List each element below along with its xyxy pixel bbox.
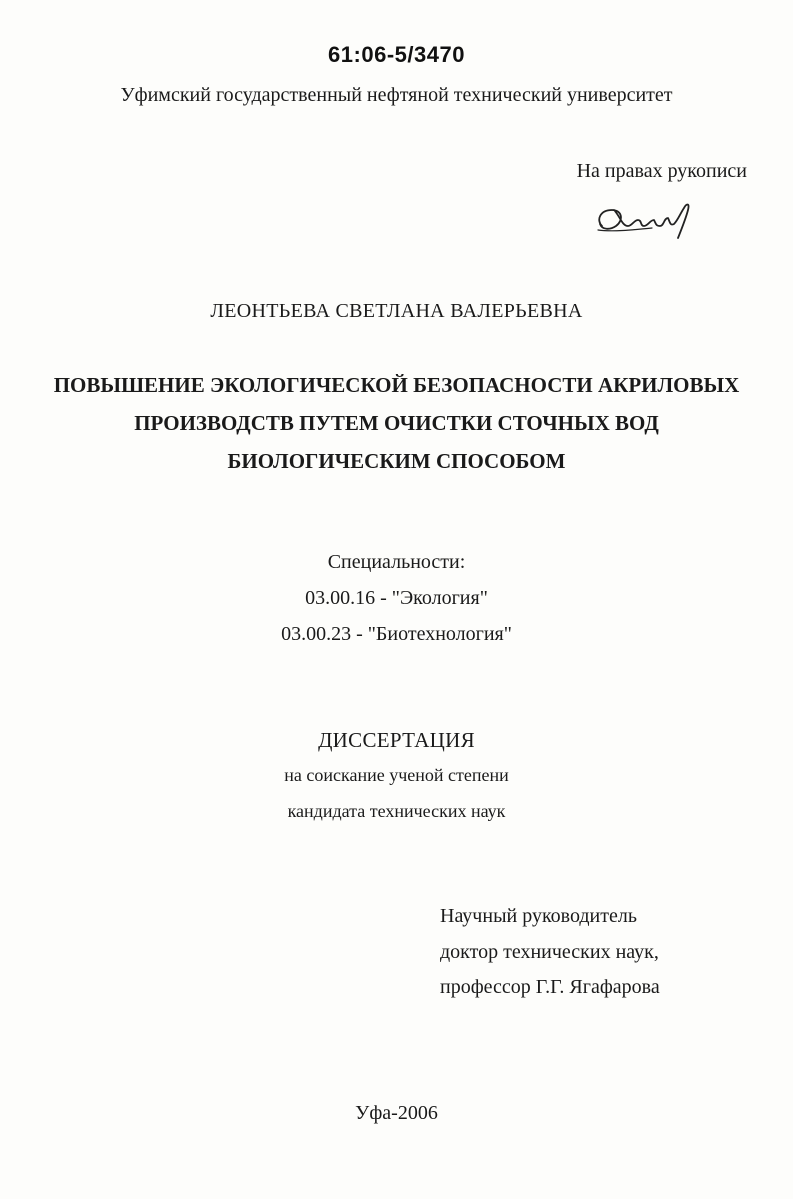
supervisor-label: Научный руководитель bbox=[440, 905, 637, 927]
supervisor-degree: доктор технических наук, bbox=[440, 941, 659, 963]
university-name: Уфимский государственный нефтяной технический университет bbox=[120, 84, 673, 106]
supervisor-name: профессор Г.Г. Ягафарова bbox=[440, 976, 660, 998]
specialties-heading: Специальности: bbox=[327, 551, 466, 573]
specialty-item: 03.00.16 - "Экология" bbox=[305, 587, 488, 609]
city-year: Уфа-2006 bbox=[355, 1102, 438, 1124]
rights-notice: На правах рукописи bbox=[576, 160, 747, 182]
specialty-item: 03.00.23 - "Биотехнология" bbox=[281, 623, 512, 645]
degree-line: на соискание ученой степени bbox=[284, 765, 509, 785]
author-name: ЛЕОНТЬЕВА СВЕТЛАНА ВАЛЕРЬЕВНА bbox=[210, 300, 583, 322]
title-line: ПРОИЗВОДСТВ ПУТЕМ ОЧИСТКИ СТОЧНЫХ ВОД bbox=[134, 411, 659, 435]
title-line: БИОЛОГИЧЕСКИМ СПОСОБОМ bbox=[227, 449, 566, 473]
degree-line: кандидата технических наук bbox=[287, 801, 506, 821]
dissertation-heading: ДИССЕРТАЦИЯ bbox=[318, 728, 475, 752]
handwritten-signature bbox=[592, 196, 702, 246]
title-line: ПОВЫШЕНИЕ ЭКОЛОГИЧЕСКОЙ БЕЗОПАСНОСТИ АКРИЛОВЫХ bbox=[53, 373, 740, 397]
dissertation-title bbox=[0, 366, 793, 480]
stamp-code: 61:06-5/3470 bbox=[328, 42, 465, 67]
